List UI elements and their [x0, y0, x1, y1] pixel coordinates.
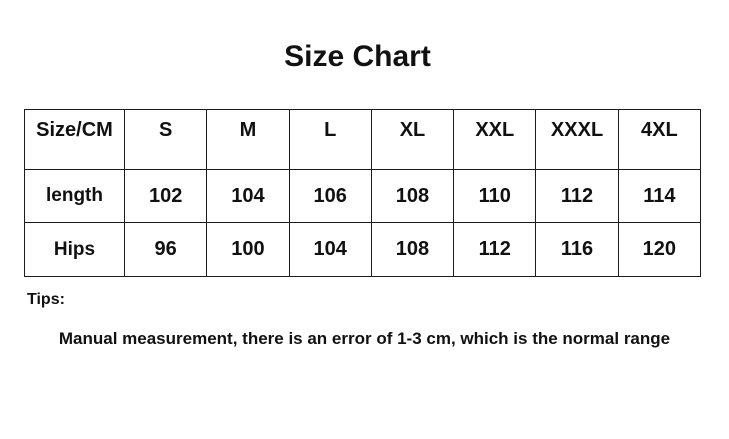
table-cell: 108: [371, 170, 453, 223]
table-cell: 120: [618, 223, 700, 277]
table-cell: 104: [289, 223, 371, 277]
column-header-s: S: [125, 110, 207, 170]
column-header-4xl: 4XL: [618, 110, 700, 170]
tips-label: Tips:: [27, 291, 65, 308]
table-row-length: [25, 170, 701, 223]
row-label-length: length: [25, 170, 125, 223]
table-cell: 112: [454, 223, 536, 277]
table-cell: 106: [289, 170, 371, 223]
column-header-m: M: [207, 110, 289, 170]
column-header-size-cm: Size/CM: [25, 110, 125, 170]
table-cell: 96: [125, 223, 207, 277]
table-cell: 114: [618, 170, 700, 223]
table-cell: 112: [536, 170, 618, 223]
column-header-l: L: [289, 110, 371, 170]
column-header-xxl: XXL: [454, 110, 536, 170]
table-cell: 102: [125, 170, 207, 223]
measurement-note: Manual measurement, there is an error of 1-3 cm, which is the normal range: [58, 329, 671, 348]
column-header-xl: XL: [371, 110, 453, 170]
row-label-hips: Hips: [25, 223, 125, 277]
table-cell: 100: [207, 223, 289, 277]
table-row-hips: [25, 223, 701, 277]
table-header-row: [25, 110, 701, 170]
column-header-xxxl: XXXL: [536, 110, 618, 170]
page-title: Size Chart: [284, 40, 431, 73]
table-cell: 104: [207, 170, 289, 223]
table-cell: 116: [536, 223, 618, 277]
table-cell: 108: [371, 223, 453, 277]
size-table: [24, 109, 701, 277]
table-cell: 110: [454, 170, 536, 223]
